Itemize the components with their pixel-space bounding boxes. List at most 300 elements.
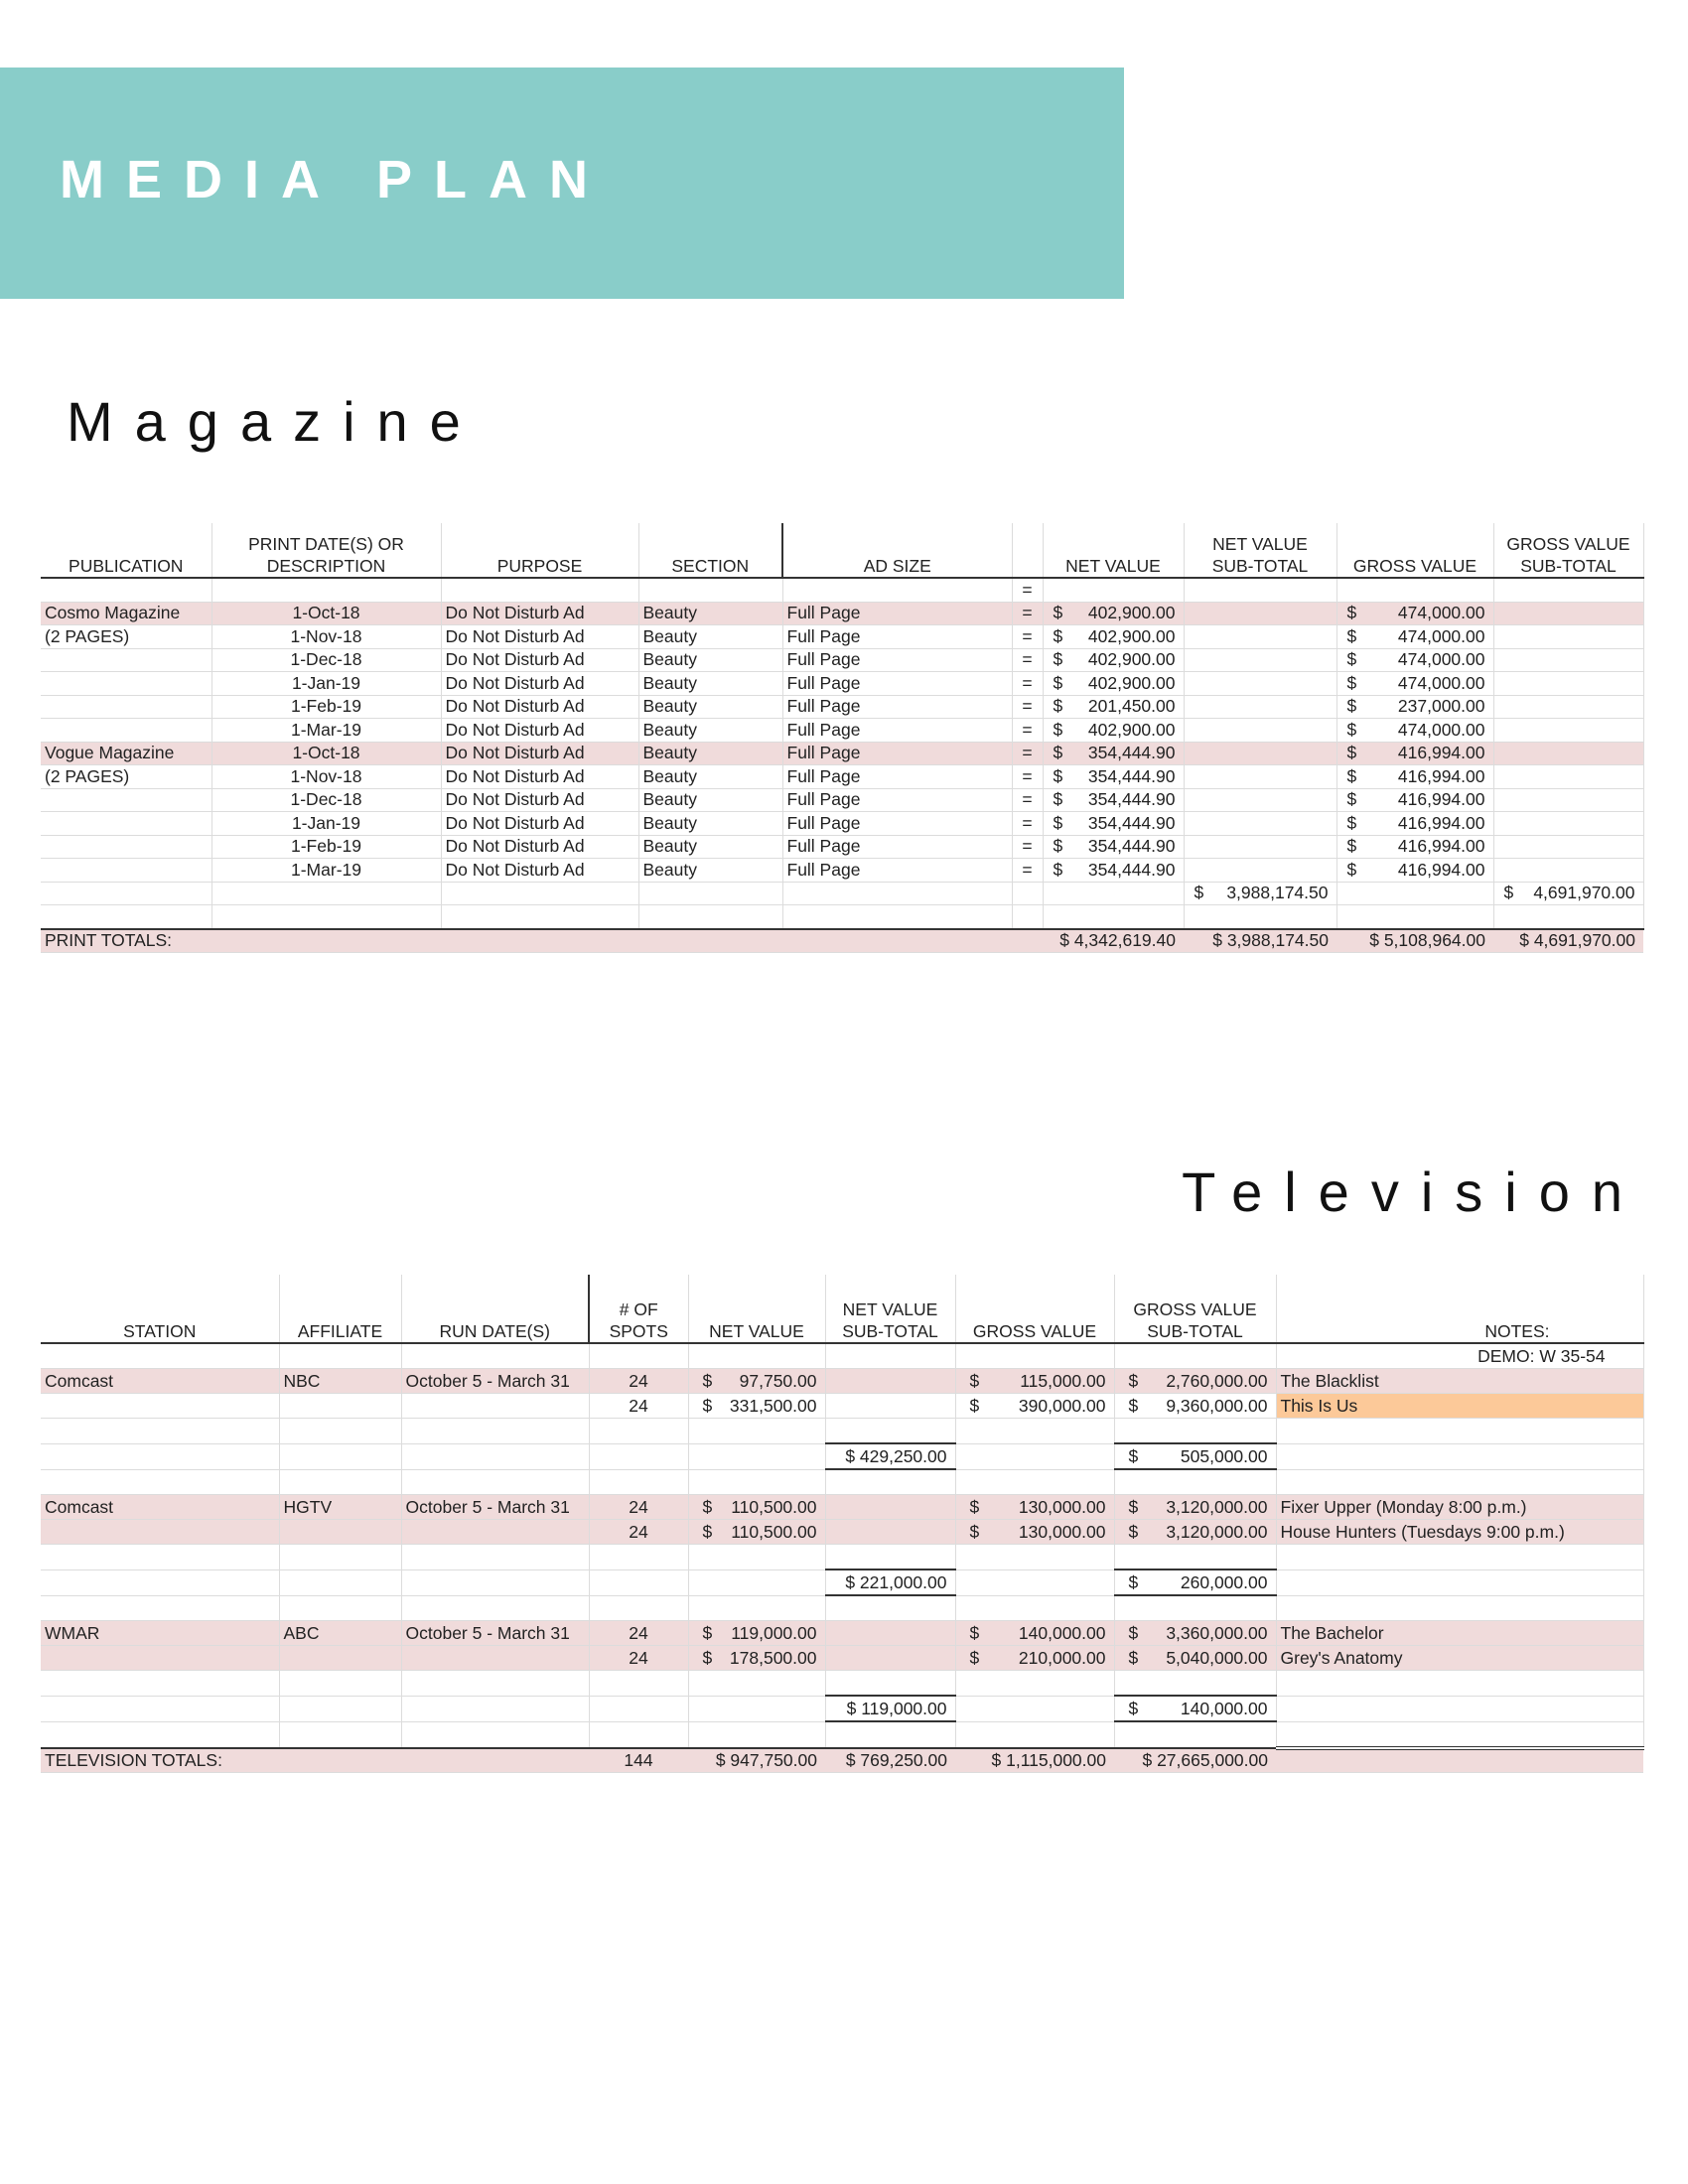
purpose-cell: Do Not Disturb Ad [441, 788, 638, 812]
notes-cell: The Bachelor [1276, 1621, 1643, 1646]
currency-symbol: $ [1053, 603, 1063, 623]
section-cell: Beauty [638, 765, 782, 789]
currency-symbol: $ [702, 1521, 713, 1542]
amount: 354,444.90 [1087, 743, 1176, 763]
table-row [41, 625, 1643, 649]
purpose-cell: Do Not Disturb Ad [441, 812, 638, 836]
header-ad-size: AD SIZE [782, 523, 1012, 578]
eq-cell: = [1012, 602, 1043, 625]
currency-symbol: $ [1346, 859, 1357, 880]
net-value-cell [1043, 672, 1184, 696]
table-cell [1276, 1469, 1643, 1495]
magazine-header-row [41, 523, 1643, 578]
affiliate-cell: HGTV [279, 1495, 401, 1520]
net-subtotal-cell [1184, 672, 1336, 696]
table-cell [955, 1469, 1114, 1495]
run-dates-cell [401, 1394, 589, 1419]
amount: 130,000.00 [1018, 1496, 1106, 1517]
gross-value-cell [1336, 742, 1493, 765]
gross-value-cell [1336, 835, 1493, 859]
currency-symbol: $ [1128, 1622, 1139, 1643]
table-cell [955, 1696, 1114, 1721]
eq-cell: = [1012, 812, 1043, 836]
print-date-cell: 1-Jan-19 [211, 812, 441, 836]
print-date-cell: 1-Dec-18 [211, 648, 441, 672]
publication-cell [41, 719, 211, 743]
table-cell [279, 1419, 401, 1444]
table-row [41, 1495, 1643, 1520]
table-cell [955, 1419, 1114, 1444]
publication-cell: Vogue Magazine [41, 742, 211, 765]
table-cell [1336, 882, 1493, 905]
ad-size-cell: Full Page [782, 859, 1012, 883]
table-row [41, 1545, 1643, 1570]
header-gross-value: GROSS VALUE [955, 1275, 1114, 1343]
table-cell [1336, 905, 1493, 929]
table-row [41, 812, 1643, 836]
net-value-cell [1043, 602, 1184, 625]
table-cell [41, 1545, 279, 1570]
table-cell [825, 1721, 955, 1748]
table-cell [688, 1696, 825, 1721]
magazine-section-title: Magazine [67, 390, 483, 453]
table-cell [1114, 1595, 1276, 1621]
table-cell [441, 929, 638, 953]
currency-symbol: $ [1346, 672, 1357, 693]
run-dates-cell [401, 1520, 589, 1545]
table-row [41, 1671, 1643, 1697]
station-cell: Comcast [41, 1369, 279, 1394]
net-subtotal-cell [825, 1621, 955, 1646]
table-cell [782, 578, 1012, 602]
spots-cell: 24 [589, 1495, 688, 1520]
table-cell [401, 1545, 589, 1570]
print-date-cell: 1-Feb-19 [211, 835, 441, 859]
table-row [41, 1419, 1643, 1444]
amount: 9,360,000.00 [1166, 1395, 1268, 1416]
amount: 178,500.00 [729, 1647, 817, 1668]
currency-symbol: $ [1053, 789, 1063, 810]
section-cell: Beauty [638, 695, 782, 719]
table-cell [1276, 1721, 1643, 1748]
gross-subtotal-cell [1493, 765, 1643, 789]
print-total-net: $ 4,342,619.40 [1043, 929, 1184, 953]
table-cell [401, 1343, 589, 1369]
print-date-cell: 1-Mar-19 [211, 719, 441, 743]
amount: 402,900.00 [1087, 603, 1176, 623]
table-cell [41, 1343, 279, 1369]
eq-cell: = [1012, 625, 1043, 649]
table-cell [782, 905, 1012, 929]
table-row [41, 648, 1643, 672]
spots-cell: 24 [589, 1646, 688, 1671]
subtotal-row [41, 882, 1643, 905]
publication-cell: (2 PAGES) [41, 625, 211, 649]
gross-value-cell [955, 1646, 1114, 1671]
amount: 354,444.90 [1087, 859, 1176, 880]
affiliate-cell [279, 1394, 401, 1419]
run-dates-cell [401, 1646, 589, 1671]
currency-symbol: $ [702, 1647, 713, 1668]
eq-cell: = [1012, 719, 1043, 743]
table-row [41, 578, 1643, 602]
print-date-cell: 1-Nov-18 [211, 625, 441, 649]
table-cell [401, 1419, 589, 1444]
table-row [41, 765, 1643, 789]
table-cell [1012, 882, 1043, 905]
notes-cell: House Hunters (Tuesdays 9:00 p.m.) [1276, 1520, 1643, 1545]
table-row [41, 742, 1643, 765]
currency-symbol: $ [1346, 789, 1357, 810]
tv-total-net: $ 947,750.00 [688, 1748, 825, 1773]
gross-value-cell [955, 1621, 1114, 1646]
net-value-cell [688, 1394, 825, 1419]
table-cell [782, 929, 1012, 953]
station-cell: Comcast [41, 1495, 279, 1520]
eq-cell: = [1012, 672, 1043, 696]
table-cell [279, 1570, 401, 1595]
amount: 402,900.00 [1087, 672, 1176, 693]
amount: 119,000.00 [731, 1622, 817, 1643]
gross-value-cell [955, 1520, 1114, 1545]
publication-cell [41, 788, 211, 812]
table-cell [401, 1671, 589, 1697]
table-cell [1043, 578, 1184, 602]
currency-symbol: $ [1053, 672, 1063, 693]
table-cell [41, 905, 211, 929]
amount: 3,988,174.50 [1226, 883, 1329, 903]
currency-symbol: $ [1128, 1445, 1139, 1466]
currency-symbol: $ [1346, 696, 1357, 717]
table-cell [41, 1469, 279, 1495]
currency-symbol: $ [1128, 1370, 1139, 1391]
spots-cell: 24 [589, 1621, 688, 1646]
tv-total-gross-subtotal: $ 27,665,000.00 [1114, 1748, 1276, 1773]
table-row [41, 835, 1643, 859]
gross-subtotal-cell [1493, 625, 1643, 649]
run-dates-cell: October 5 - March 31 [401, 1495, 589, 1520]
table-row [41, 905, 1643, 929]
amount: 474,000.00 [1397, 719, 1485, 740]
table-cell [279, 1469, 401, 1495]
table-cell [955, 1721, 1114, 1748]
currency-symbol: $ [1053, 836, 1063, 857]
amount: 237,000.00 [1397, 696, 1485, 717]
amount: 140,000.00 [1180, 1698, 1268, 1718]
purpose-cell: Do Not Disturb Ad [441, 695, 638, 719]
print-date-cell: 1-Oct-18 [211, 742, 441, 765]
header-gross-subtotal: GROSS VALUE SUB-TOTAL [1493, 523, 1643, 578]
eq-cell: = [1012, 765, 1043, 789]
currency-symbol: $ [969, 1370, 980, 1391]
net-subtotal-cell [825, 1520, 955, 1545]
gross-subtotal-cell [1114, 1621, 1276, 1646]
currency-symbol: $ [1053, 765, 1063, 786]
eq-cell: = [1012, 788, 1043, 812]
ad-size-cell: Full Page [782, 719, 1012, 743]
net-subtotal-cell [825, 1495, 955, 1520]
net-subtotal-cell [1184, 625, 1336, 649]
gross-subtotal-cell [1114, 1520, 1276, 1545]
net-value-cell [1043, 695, 1184, 719]
publication-cell [41, 648, 211, 672]
television-totals-label: TELEVISION TOTALS: [41, 1748, 279, 1773]
table-cell [279, 1721, 401, 1748]
table-cell [279, 1545, 401, 1570]
net-subtotal-cell [1184, 602, 1336, 625]
net-subtotal-cell [825, 1394, 955, 1419]
table-cell [401, 1748, 589, 1773]
net-value-cell [1043, 742, 1184, 765]
affiliate-cell: NBC [279, 1369, 401, 1394]
table-cell [589, 1469, 688, 1495]
currency-symbol: $ [1053, 719, 1063, 740]
net-subtotal-value: $ 119,000.00 [825, 1696, 955, 1721]
net-subtotal-cell [825, 1646, 955, 1671]
table-row [41, 1595, 1643, 1621]
amount: 474,000.00 [1397, 603, 1485, 623]
print-totals-row [41, 929, 1643, 953]
ad-size-cell: Full Page [782, 648, 1012, 672]
table-cell [782, 882, 1012, 905]
net-value-cell [688, 1646, 825, 1671]
table-cell [1276, 1443, 1643, 1469]
table-cell [825, 1545, 955, 1570]
table-cell [41, 1570, 279, 1595]
table-cell [638, 905, 782, 929]
table-cell [1184, 905, 1336, 929]
net-value-cell [1043, 788, 1184, 812]
table-cell [279, 1671, 401, 1697]
publication-cell [41, 695, 211, 719]
table-row [41, 1646, 1643, 1671]
table-cell [211, 929, 441, 953]
currency-symbol: $ [1053, 625, 1063, 646]
table-cell [41, 1671, 279, 1697]
table-cell [955, 1343, 1114, 1369]
net-value-cell [1043, 625, 1184, 649]
net-value-cell [688, 1520, 825, 1545]
purpose-cell: Do Not Disturb Ad [441, 765, 638, 789]
amount: 201,450.00 [1087, 696, 1176, 717]
gross-value-cell [955, 1394, 1114, 1419]
print-date-cell: 1-Dec-18 [211, 788, 441, 812]
currency-symbol: $ [1346, 765, 1357, 786]
table-cell [638, 882, 782, 905]
amount: 4,691,970.00 [1533, 883, 1635, 903]
amount: 3,120,000.00 [1166, 1521, 1268, 1542]
currency-symbol: $ [1346, 603, 1357, 623]
header-affiliate: AFFILIATE [279, 1275, 401, 1343]
currency-symbol: $ [1128, 1395, 1139, 1416]
table-cell [1276, 1545, 1643, 1570]
print-date-cell: 1-Mar-19 [211, 859, 441, 883]
net-subtotal-cell [1184, 742, 1336, 765]
subtotal-row [41, 1570, 1643, 1595]
table-cell [1114, 1469, 1276, 1495]
ad-size-cell: Full Page [782, 695, 1012, 719]
table-cell [41, 1696, 279, 1721]
table-cell [1276, 1595, 1643, 1621]
amount: 110,500.00 [731, 1521, 817, 1542]
gross-subtotal-cell [1114, 1394, 1276, 1419]
net-value-cell [1043, 765, 1184, 789]
gross-value-cell [1336, 672, 1493, 696]
amount: 354,444.90 [1087, 789, 1176, 810]
total-spots: 144 [589, 1748, 688, 1773]
net-value-cell [1043, 812, 1184, 836]
affiliate-cell: ABC [279, 1621, 401, 1646]
table-cell [1012, 929, 1043, 953]
gross-value-cell [1336, 648, 1493, 672]
section-cell: Beauty [638, 719, 782, 743]
gross-subtotal-cell [1493, 672, 1643, 696]
amount: 402,900.00 [1087, 649, 1176, 670]
gross-subtotal-cell [1493, 788, 1643, 812]
table-cell [825, 1671, 955, 1697]
section-cell: Beauty [638, 742, 782, 765]
table-cell [41, 1419, 279, 1444]
gross-subtotal-cell [1114, 1646, 1276, 1671]
net-value-cell [1043, 859, 1184, 883]
net-subtotal-value [1184, 882, 1336, 905]
currency-symbol: $ [1346, 625, 1357, 646]
currency-symbol: $ [1053, 743, 1063, 763]
currency-symbol: $ [1053, 812, 1063, 833]
gross-subtotal-value [1114, 1443, 1276, 1469]
currency-symbol: $ [1346, 836, 1357, 857]
amount: 354,444.90 [1087, 812, 1176, 833]
table-cell [1276, 1419, 1643, 1444]
table-cell [589, 1570, 688, 1595]
header-notes: NOTES: [1276, 1275, 1643, 1343]
table-row [41, 719, 1643, 743]
table-cell [1276, 1696, 1643, 1721]
table-cell [589, 1343, 688, 1369]
table-cell [1114, 1671, 1276, 1697]
net-subtotal-cell [1184, 719, 1336, 743]
table-row [41, 859, 1643, 883]
spots-cell: 24 [589, 1520, 688, 1545]
table-cell [1012, 905, 1043, 929]
gross-value-cell [1336, 859, 1493, 883]
gross-subtotal-cell [1493, 742, 1643, 765]
gross-subtotal-cell [1493, 602, 1643, 625]
net-value-cell [1043, 835, 1184, 859]
television-totals-row [41, 1748, 1643, 1773]
header-net-value: NET VALUE [688, 1275, 825, 1343]
print-date-cell: 1-Jan-19 [211, 672, 441, 696]
table-cell [688, 1469, 825, 1495]
publication-cell [41, 672, 211, 696]
section-cell: Beauty [638, 648, 782, 672]
station-cell [41, 1520, 279, 1545]
table-row [41, 1621, 1643, 1646]
amount: 474,000.00 [1397, 649, 1485, 670]
net-subtotal-cell [1184, 695, 1336, 719]
gross-subtotal-cell [1493, 695, 1643, 719]
spots-cell: 24 [589, 1369, 688, 1394]
purpose-cell: Do Not Disturb Ad [441, 719, 638, 743]
table-cell [688, 1595, 825, 1621]
notes-cell: Fixer Upper (Monday 8:00 p.m.) [1276, 1495, 1643, 1520]
header-gross-value: GROSS VALUE [1336, 523, 1493, 578]
net-value-cell [1043, 648, 1184, 672]
table-cell [589, 1419, 688, 1444]
header-net-value: NET VALUE [1043, 523, 1184, 578]
amount: 416,994.00 [1397, 743, 1485, 763]
gross-subtotal-cell [1493, 719, 1643, 743]
header-print-date: PRINT DATE(S) OR DESCRIPTION [211, 523, 441, 578]
table-cell [1336, 578, 1493, 602]
header-station: STATION [41, 1275, 279, 1343]
currency-symbol: $ [1346, 812, 1357, 833]
table-cell [401, 1469, 589, 1495]
table-cell [41, 1595, 279, 1621]
net-subtotal-value: $ 429,250.00 [825, 1443, 955, 1469]
table-row [41, 1520, 1643, 1545]
table-cell [1114, 1721, 1276, 1748]
table-cell [1114, 1343, 1276, 1369]
table-cell [825, 1595, 955, 1621]
page-title: MEDIA PLAN [60, 150, 610, 209]
currency-symbol: $ [969, 1395, 980, 1416]
table-cell [279, 1443, 401, 1469]
currency-symbol: $ [702, 1395, 713, 1416]
table-cell [41, 578, 211, 602]
header-publication: PUBLICATION [41, 523, 211, 578]
station-cell: WMAR [41, 1621, 279, 1646]
purpose-cell: Do Not Disturb Ad [441, 742, 638, 765]
amount: 416,994.00 [1397, 812, 1485, 833]
table-cell [401, 1443, 589, 1469]
section-cell: Beauty [638, 788, 782, 812]
ad-size-cell: Full Page [782, 625, 1012, 649]
table-cell [211, 578, 441, 602]
table-cell: = [1012, 578, 1043, 602]
table-cell [589, 1443, 688, 1469]
publication-cell: Cosmo Magazine [41, 602, 211, 625]
table-cell [955, 1570, 1114, 1595]
notes-cell: This Is Us [1276, 1394, 1643, 1419]
table-row [41, 602, 1643, 625]
table-cell [1184, 578, 1336, 602]
section-cell: Beauty [638, 812, 782, 836]
eq-cell: = [1012, 695, 1043, 719]
ad-size-cell: Full Page [782, 812, 1012, 836]
amount: 210,000.00 [1018, 1647, 1106, 1668]
table-cell [211, 905, 441, 929]
amount: 3,120,000.00 [1166, 1496, 1268, 1517]
notes-cell: The Blacklist [1276, 1369, 1643, 1394]
table-cell [211, 882, 441, 905]
currency-symbol: $ [1053, 649, 1063, 670]
net-value-cell [688, 1495, 825, 1520]
table-cell [955, 1671, 1114, 1697]
run-dates-cell: October 5 - March 31 [401, 1369, 589, 1394]
table-cell [279, 1748, 401, 1773]
table-cell [1276, 1671, 1643, 1697]
table-cell [955, 1545, 1114, 1570]
currency-symbol: $ [1128, 1521, 1139, 1542]
currency-symbol: $ [1053, 696, 1063, 717]
table-cell [41, 1443, 279, 1469]
amount: 140,000.00 [1018, 1622, 1106, 1643]
table-cell [279, 1595, 401, 1621]
table-cell [825, 1419, 955, 1444]
table-cell [589, 1595, 688, 1621]
table-cell [1276, 1748, 1643, 1773]
